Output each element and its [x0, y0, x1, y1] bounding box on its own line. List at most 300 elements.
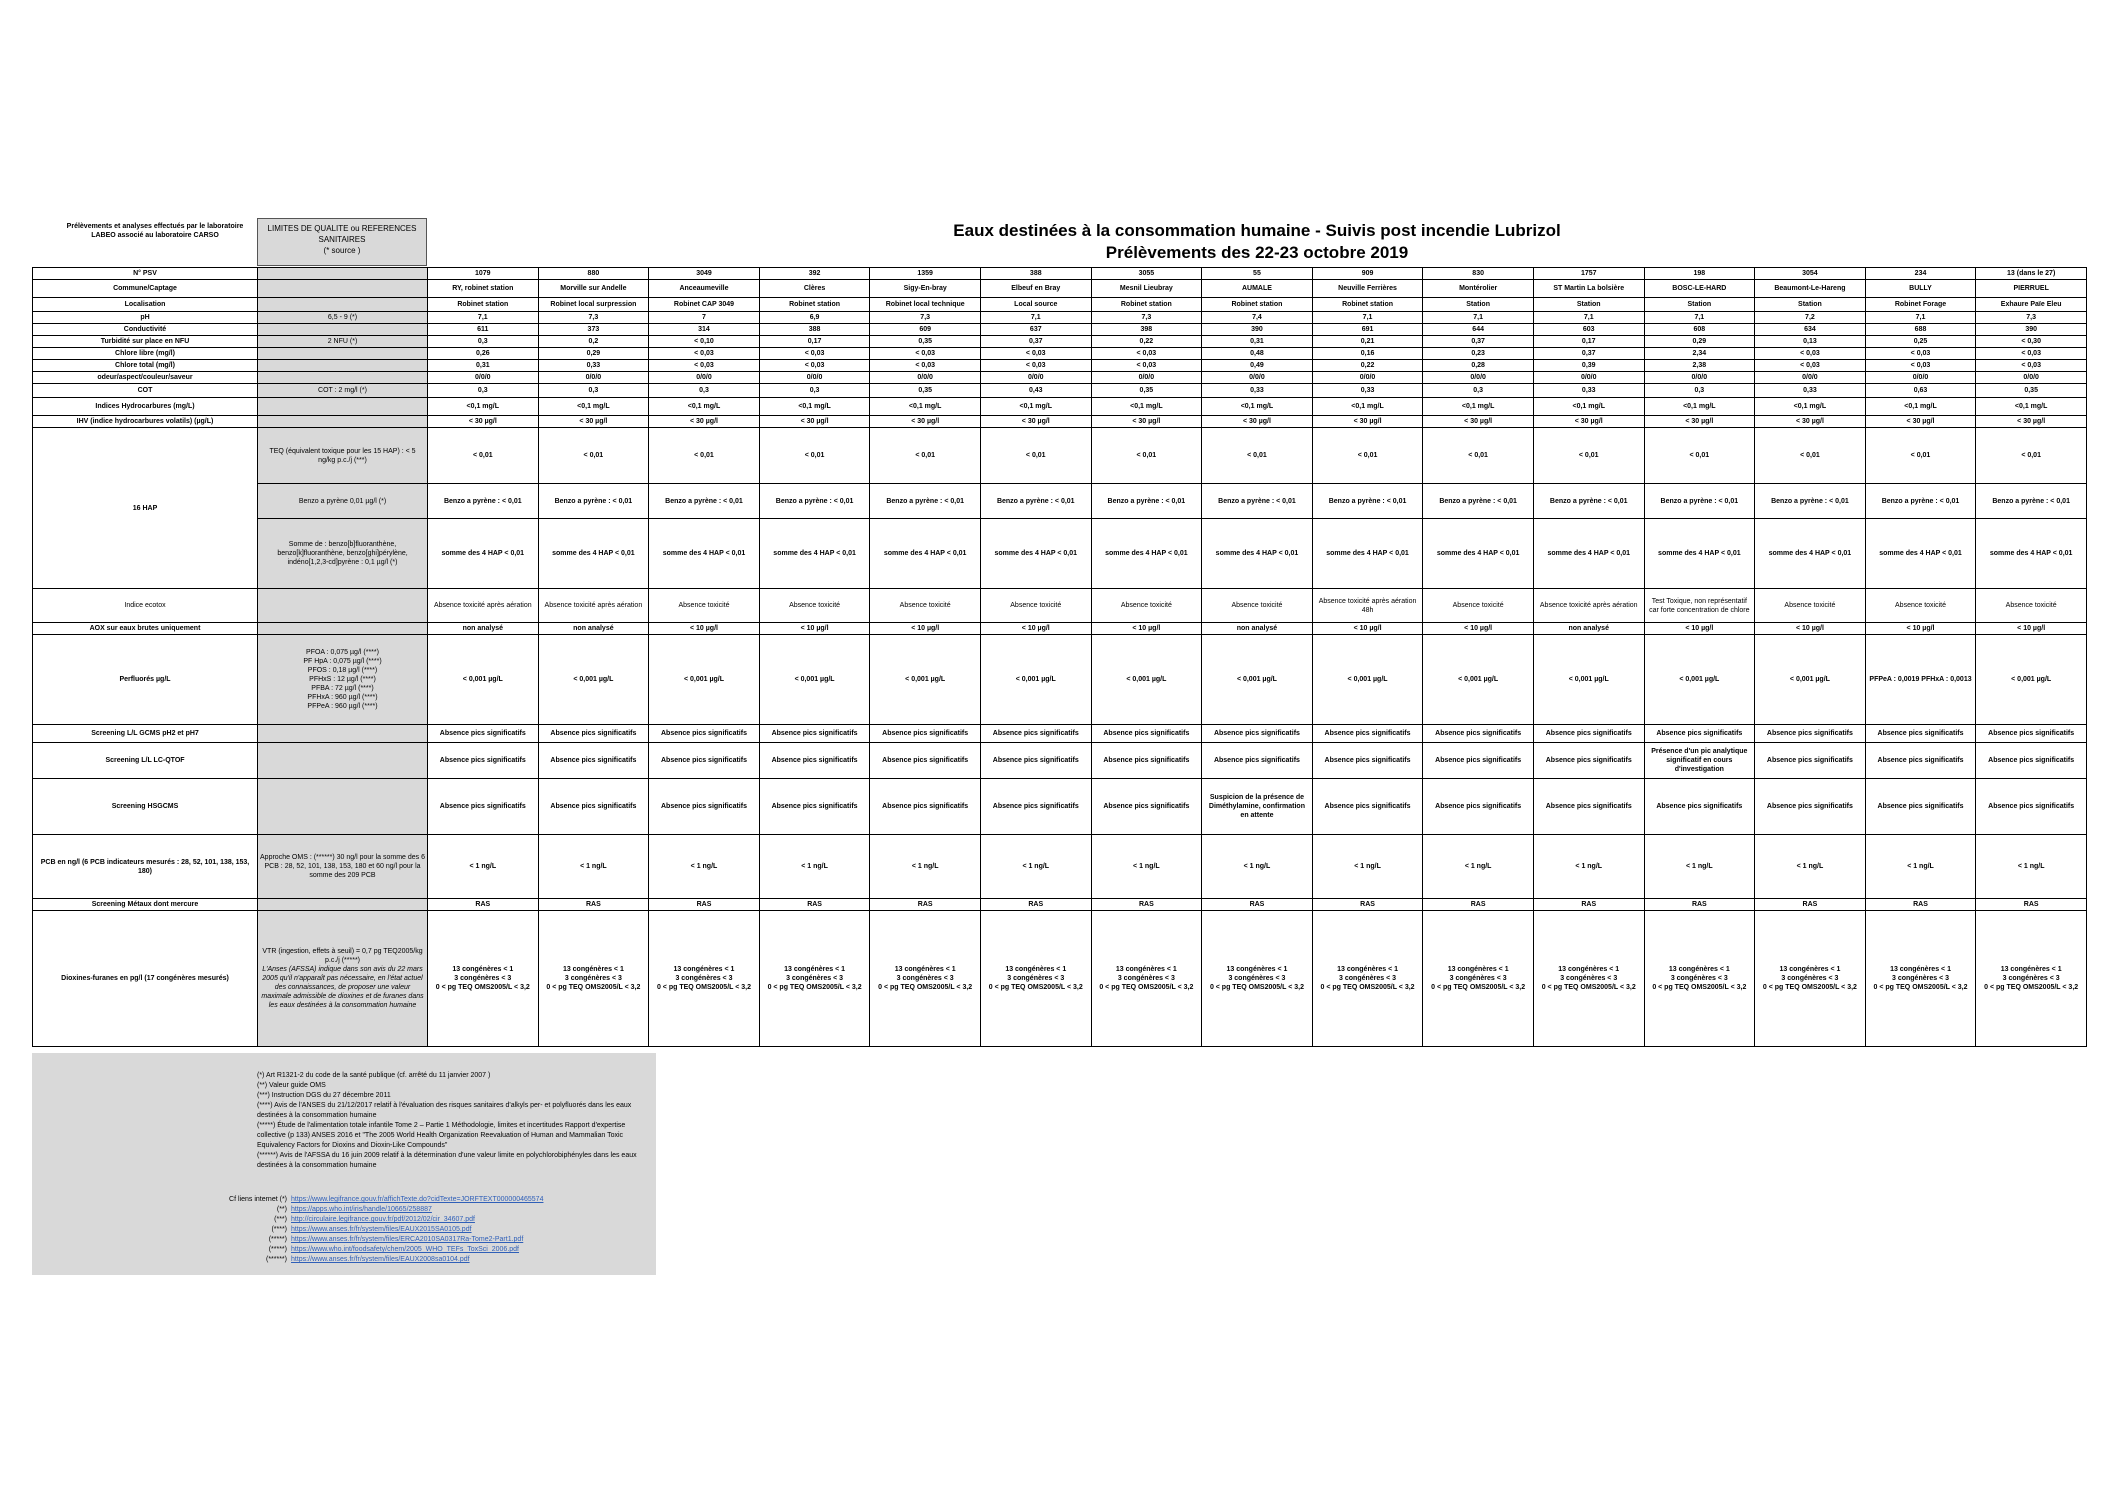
table-cell: 234	[1865, 268, 1976, 280]
value-line: 0 < pg TEQ OMS2005/L < 3,2	[1209, 984, 1304, 991]
value-line: 3 congénères < 3	[1670, 975, 1728, 982]
table-cell: 0,35	[1091, 384, 1202, 398]
table-row	[33, 428, 2087, 484]
metaux-limit	[258, 899, 428, 911]
table-cell: somme des 4 HAP < 0,01	[1091, 519, 1202, 589]
table-cell: <0,1 mg/L	[1423, 398, 1534, 416]
table-cell: <0,1 mg/L	[538, 398, 649, 416]
table-cell: 390	[1976, 324, 2087, 336]
table-cell: RAS	[759, 899, 870, 911]
table-cell: 691	[1312, 324, 1423, 336]
ecotox-limit	[258, 589, 428, 623]
table-cell: 0,28	[1423, 360, 1534, 372]
table-cell: 609	[870, 324, 981, 336]
table-cell: < 1 ng/L	[1312, 835, 1423, 899]
table-cell: 2,38	[1644, 360, 1755, 372]
value-line: 13 congénères < 1	[1558, 966, 1620, 973]
screening_gcms-label: Screening L/L GCMS pH2 et pH7	[33, 725, 258, 743]
value-line: 0 < pg TEQ OMS2005/L < 3,2	[1431, 984, 1526, 991]
table-cell: somme des 4 HAP < 0,01	[1533, 519, 1644, 589]
limit-line: PF HpA : 0,075 µg/l (****)	[303, 658, 382, 665]
value-line: 13 congénères < 1	[894, 966, 956, 973]
table-cell: <0,1 mg/L	[870, 398, 981, 416]
table-cell: < 0,001 µg/L	[980, 635, 1091, 725]
table-cell: <0,1 mg/L	[649, 398, 760, 416]
link-row	[132, 1225, 652, 1235]
link-key: (***)	[274, 1216, 287, 1223]
table-cell: 0,31	[1202, 336, 1313, 348]
table-cell: Absence toxicité après aération 48h	[1312, 589, 1423, 623]
table-cell: < 0,01	[759, 428, 870, 484]
table-cell: 830	[1423, 268, 1534, 280]
link-url[interactable]: https://www.who.int/foodsafety/chem/2005_WHO_TEFs_ToxSci_2006.pdf	[291, 1246, 520, 1253]
value-line: 13 congénères < 1	[1447, 966, 1509, 973]
table-cell: Benzo a pyrène : < 0,01	[1755, 484, 1866, 519]
table-cell: < 1 ng/L	[649, 835, 760, 899]
table-cell: <0,1 mg/L	[1755, 398, 1866, 416]
row-label: Chlore libre (mg/l)	[33, 348, 258, 360]
table-row	[33, 779, 2087, 835]
row-label: Turbidité sur place en NFU	[33, 336, 258, 348]
table-cell: Benzo a pyrène : < 0,01	[538, 484, 649, 519]
table-cell: < 30 µg/l	[1312, 416, 1423, 428]
table-cell: Robinet local technique	[870, 298, 981, 312]
table-cell: Absence pics significatifs	[1865, 743, 1976, 779]
table-cell: 0,3	[759, 384, 870, 398]
table-cell: Absence pics significatifs	[980, 725, 1091, 743]
table-cell: Absence pics significatifs	[1976, 743, 2087, 779]
table-cell: Exhaure Païe Eleu	[1976, 298, 2087, 312]
pcb-limit: Approche OMS : (******) 30 ng/l pour la somme des 6 PCB : 28, 52, 101, 138, 153, 180 et 60 ng/l pour la somme des 209 PCB	[258, 835, 428, 899]
table-cell: Absence toxicité	[980, 589, 1091, 623]
table-cell: < 1 ng/L	[870, 835, 981, 899]
value-line: 0 < pg TEQ OMS2005/L < 3,2	[1320, 984, 1415, 991]
table-cell: 0/0/0	[1976, 372, 2087, 384]
table-row	[33, 312, 2087, 324]
table-row	[33, 484, 2087, 519]
table-cell: RY, robinet station	[428, 280, 539, 298]
value-line: 3 congénères < 3	[2002, 975, 2060, 982]
table-cell: < 0,001 µg/L	[1312, 635, 1423, 725]
value-line: 13 congénères < 1	[1115, 966, 1177, 973]
limit-line: PFBA : 72 µg/l (****)	[311, 685, 374, 692]
table-cell: 637	[980, 324, 1091, 336]
table-cell: 0,33	[538, 360, 649, 372]
table-cell: < 0,03	[1755, 348, 1866, 360]
table-cell: Local source	[980, 298, 1091, 312]
table-cell: Robinet station	[1091, 298, 1202, 312]
value-line: 3 congénères < 3	[1007, 975, 1065, 982]
table-cell: somme des 4 HAP < 0,01	[1865, 519, 1976, 589]
table-cell: < 1 ng/L	[1976, 835, 2087, 899]
dioxines-label: Dioxines-furanes en pg/l (17 congénères mesurés)	[33, 911, 258, 1047]
table-cell: < 0,03	[870, 348, 981, 360]
value-line: 3 congénères < 3	[675, 975, 733, 982]
table-cell: < 1 ng/L	[1533, 835, 1644, 899]
table-cell: < 1 ng/L	[980, 835, 1091, 899]
table-row	[33, 416, 2087, 428]
value-line: 3 congénères < 3	[454, 975, 512, 982]
table-cell: 0,3	[428, 336, 539, 348]
footnote: (**) Valeur guide OMS	[257, 1082, 326, 1089]
table-cell: 3054	[1755, 268, 1866, 280]
table-cell: 0,35	[1976, 384, 2087, 398]
table-cell	[1533, 911, 1644, 1047]
results-table	[32, 267, 2087, 1047]
value-line: 3 congénères < 3	[1228, 975, 1286, 982]
table-cell: < 0,001 µg/L	[1755, 635, 1866, 725]
footnote: (*) Art R1321-2 du code de la santé publique (cf. arrêté du 11 janvier 2007 )	[257, 1072, 491, 1079]
table-cell: Absence pics significatifs	[1091, 743, 1202, 779]
table-cell: < 30 µg/l	[1423, 416, 1534, 428]
value-line: 0 < pg TEQ OMS2005/L < 3,2	[1762, 984, 1857, 991]
ecotox-label: Indice ecotox	[33, 589, 258, 623]
value-line: 13 congénères < 1	[2000, 966, 2062, 973]
value-line: 3 congénères < 3	[1117, 975, 1175, 982]
table-cell: < 0,01	[1533, 428, 1644, 484]
table-row	[33, 360, 2087, 372]
table-cell: < 0,03	[759, 348, 870, 360]
table-cell: < 0,03	[1091, 348, 1202, 360]
table-cell	[1423, 911, 1534, 1047]
limits-source: (* source )	[323, 246, 361, 255]
limit-line: PFOA : 0,075 µg/l (****)	[306, 649, 379, 656]
table-cell: < 0,03	[980, 360, 1091, 372]
table-cell: 688	[1865, 324, 1976, 336]
table-cell: Absence toxicité après aération	[538, 589, 649, 623]
table-cell: Absence toxicité	[870, 589, 981, 623]
table-cell: < 30 µg/l	[1865, 416, 1976, 428]
table-cell: Robinet local surpression	[538, 298, 649, 312]
table-cell	[1976, 911, 2087, 1047]
row-limit: 6,5 - 9 (*)	[258, 312, 428, 324]
table-cell: < 30 µg/l	[1755, 416, 1866, 428]
table-cell: 0,33	[1755, 384, 1866, 398]
table-cell: Absence pics significatifs	[649, 725, 760, 743]
table-cell: Morville sur Andelle	[538, 280, 649, 298]
table-cell: 13 (dans le 27)	[1976, 268, 2087, 280]
table-cell: 880	[538, 268, 649, 280]
table-cell: <0,1 mg/L	[1091, 398, 1202, 416]
footnote: (*****) Étude de l'alimentation totale infantile Tome 2 – Partie 1 Méthodologie, limites et incertitudes Rapport d'expertise collective (p 133) ANSES 2016 et "The 2005 World Health Organization Reevaluation of Human and Mammalian Toxic Equivalency Factors for Dioxins and Dioxin-Like Compounds"	[257, 1122, 626, 1149]
table-cell: Station	[1423, 298, 1534, 312]
table-cell: somme des 4 HAP < 0,01	[1202, 519, 1313, 589]
value-line: 3 congénères < 3	[1892, 975, 1950, 982]
table-cell: 0/0/0	[1755, 372, 1866, 384]
value-line: 13 congénères < 1	[1005, 966, 1067, 973]
table-cell: < 0,001 µg/L	[870, 635, 981, 725]
row-limit	[258, 268, 428, 280]
table-cell: 0,37	[1533, 348, 1644, 360]
table-row	[33, 899, 2087, 911]
table-cell: < 0,03	[980, 348, 1091, 360]
value-line: 3 congénères < 3	[1449, 975, 1507, 982]
value-line: 0 < pg TEQ OMS2005/L < 3,2	[1652, 984, 1747, 991]
table-cell: 0,33	[1202, 384, 1313, 398]
table-cell: < 1 ng/L	[538, 835, 649, 899]
screening_hs-label: Screening HSGCMS	[33, 779, 258, 835]
footnote: (******) Avis de l'AFSSA du 16 juin 2009 relatif à la détermination d'une valeur limite en polychlorobiphényles dans les eaux destinées à la consommation humaine	[257, 1152, 637, 1169]
footer-notes	[32, 1053, 656, 1275]
table-cell: < 1 ng/L	[1755, 835, 1866, 899]
table-cell: < 10 µg/l	[1644, 623, 1755, 635]
hap-limit: Somme de : benzo[b]fluoranthène, benzo[k]fluoranthène, benzo[ghi]pérylène, indéno[1,2,3-cd]pyrène : 0,1 µg/l (*)	[258, 519, 428, 589]
metaux-label: Screening Métaux dont mercure	[33, 899, 258, 911]
table-row	[33, 324, 2087, 336]
link-url[interactable]: https://www.anses.fr/fr/system/files/EAUX2015SA0105.pdf	[291, 1226, 472, 1233]
table-cell: < 0,03	[1976, 348, 2087, 360]
table-cell: 0/0/0	[1202, 372, 1313, 384]
table-cell: Absence pics significatifs	[980, 743, 1091, 779]
table-cell: < 0,001 µg/L	[428, 635, 539, 725]
link-url[interactable]: https://www.anses.fr/fr/system/files/EAUX2008sa0104.pdf	[291, 1256, 470, 1263]
table-cell: Absence pics significatifs	[538, 743, 649, 779]
table-cell: somme des 4 HAP < 0,01	[1755, 519, 1866, 589]
table-cell: 0,22	[1091, 336, 1202, 348]
table-cell: < 1 ng/L	[428, 835, 539, 899]
table-cell: Absence pics significatifs	[1533, 725, 1644, 743]
table-cell: 608	[1644, 324, 1755, 336]
table-cell: < 10 µg/l	[1865, 623, 1976, 635]
table-cell: < 30 µg/l	[1976, 416, 2087, 428]
table-cell: somme des 4 HAP < 0,01	[538, 519, 649, 589]
table-cell: 0,43	[980, 384, 1091, 398]
table-cell: < 30 µg/l	[538, 416, 649, 428]
table-cell: Absence pics significatifs	[428, 725, 539, 743]
value-line: 0 < pg TEQ OMS2005/L < 3,2	[1541, 984, 1636, 991]
table-cell: RAS	[1976, 899, 2087, 911]
table-cell: < 30 µg/l	[1533, 416, 1644, 428]
value-line: 3 congénères < 3	[564, 975, 622, 982]
table-cell: < 0,01	[1091, 428, 1202, 484]
link-key: (****)	[271, 1226, 287, 1233]
table-cell: Absence pics significatifs	[980, 779, 1091, 835]
table-cell	[1644, 911, 1755, 1047]
row-label: Localisation	[33, 298, 258, 312]
limits-title: LIMITES DE QUALITE ou REFERENCES SANITAIRES	[267, 224, 417, 244]
table-cell: Présence d'un pic analytique significatif en cours d'investigation	[1644, 743, 1755, 779]
table-cell: 7,3	[1091, 312, 1202, 324]
table-cell: Mesnil Lieubray	[1091, 280, 1202, 298]
table-cell: < 0,001 µg/L	[1091, 635, 1202, 725]
table-cell: non analysé	[538, 623, 649, 635]
table-cell: < 0,03	[759, 360, 870, 372]
table-cell	[980, 911, 1091, 1047]
table-cell: ST Martin La bolsière	[1533, 280, 1644, 298]
row-label: pH	[33, 312, 258, 324]
table-cell: Suspicion de la présence de Diméthylamine, confirmation en attente	[1202, 779, 1313, 835]
pcb-label: PCB en ng/l (6 PCB indicateurs mesurés : 28, 52, 101, 138, 153, 180)	[33, 835, 258, 899]
table-cell: Station	[1755, 298, 1866, 312]
table-cell: RAS	[1312, 899, 1423, 911]
table-cell: somme des 4 HAP < 0,01	[1644, 519, 1755, 589]
table-cell: Absence pics significatifs	[1865, 725, 1976, 743]
table-row	[33, 268, 2087, 280]
table-cell: < 0,03	[1865, 348, 1976, 360]
table-cell: Station	[1644, 298, 1755, 312]
table-row	[33, 589, 2087, 623]
table-cell: somme des 4 HAP < 0,01	[1312, 519, 1423, 589]
table-cell: 0,25	[1865, 336, 1976, 348]
table-cell: Benzo a pyrène : < 0,01	[1312, 484, 1423, 519]
link-key: (*****)	[268, 1236, 287, 1243]
table-cell: Absence pics significatifs	[1312, 725, 1423, 743]
row-label: Commune/Captage	[33, 280, 258, 298]
table-cell: < 0,01	[538, 428, 649, 484]
table-cell	[538, 911, 649, 1047]
link-row	[132, 1195, 652, 1205]
table-cell: 7,2	[1755, 312, 1866, 324]
table-cell: < 0,10	[649, 336, 760, 348]
limit-line: PFHxA : 960 µg/l (****)	[307, 694, 378, 701]
table-cell: <0,1 mg/L	[1533, 398, 1644, 416]
footnote: (***) Instruction DGS du 27 décembre 2011	[257, 1092, 391, 1099]
value-line: 0 < pg TEQ OMS2005/L < 3,2	[878, 984, 973, 991]
table-cell: < 10 µg/l	[759, 623, 870, 635]
table-cell: 0,37	[1423, 336, 1534, 348]
link-url[interactable]: https://www.legifrance.gouv.fr/affichTexte.do?cidTexte=JORFTEXT000000465574	[291, 1196, 544, 1203]
value-line: 13 congénères < 1	[1337, 966, 1398, 973]
table-cell: RAS	[1865, 899, 1976, 911]
value-line: 13 congénères < 1	[1226, 966, 1288, 973]
table-cell: 0/0/0	[759, 372, 870, 384]
row-limit	[258, 372, 428, 384]
value-line: 0 < pg TEQ OMS2005/L < 3,2	[656, 984, 751, 991]
link-url[interactable]: https://apps.who.int/iris/handle/10665/258887	[291, 1206, 432, 1213]
table-cell: PIERRUEL	[1976, 280, 2087, 298]
row-limit	[258, 348, 428, 360]
table-cell: < 0,03	[1865, 360, 1976, 372]
table-cell: Absence pics significatifs	[1533, 743, 1644, 779]
table-cell: < 30 µg/l	[870, 416, 981, 428]
table-cell: Neuville Ferrières	[1312, 280, 1423, 298]
table-cell: 0/0/0	[1091, 372, 1202, 384]
table-cell: somme des 4 HAP < 0,01	[980, 519, 1091, 589]
table-cell: somme des 4 HAP < 0,01	[1976, 519, 2087, 589]
table-cell: 0,21	[1312, 336, 1423, 348]
table-cell: 0,17	[759, 336, 870, 348]
limit-line: VTR (ingestion, effets à seuil) = 0,7 pg TEQ2005/kg p.c./j (*****)	[262, 948, 423, 964]
table-cell: Robinet station	[1202, 298, 1313, 312]
title-line-2: Prélèvements des 22-23 octobre 2019	[1105, 243, 1409, 262]
table-cell: Benzo a pyrène : < 0,01	[1976, 484, 2087, 519]
table-cell: 0/0/0	[1312, 372, 1423, 384]
hap-limit: TEQ (équivalent toxique pour les 15 HAP) : < 5 ng/kg p.c./j (***)	[258, 428, 428, 484]
table-cell: 7	[649, 312, 760, 324]
table-cell: RAS	[1423, 899, 1534, 911]
row-limit	[258, 298, 428, 312]
table-cell: < 0,01	[980, 428, 1091, 484]
table-cell: 0/0/0	[980, 372, 1091, 384]
table-cell: RAS	[1202, 899, 1313, 911]
table-cell: RAS	[870, 899, 981, 911]
table-cell: <0,1 mg/L	[1312, 398, 1423, 416]
table-cell: Absence pics significatifs	[538, 725, 649, 743]
perfluores-limit	[258, 635, 428, 725]
table-cell: Absence pics significatifs	[870, 743, 981, 779]
table-cell: < 10 µg/l	[870, 623, 981, 635]
table-row	[33, 725, 2087, 743]
table-cell: Benzo a pyrène : < 0,01	[1091, 484, 1202, 519]
table-cell: < 30 µg/l	[1202, 416, 1313, 428]
link-row	[132, 1235, 652, 1245]
table-row	[33, 519, 2087, 589]
table-cell: Benzo a pyrène : < 0,01	[649, 484, 760, 519]
table-cell: Absence toxicité	[1423, 589, 1534, 623]
table-cell: < 0,03	[649, 348, 760, 360]
title-line-1: Eaux destinées à la consommation humaine - Suivis post incendie Lubrizol	[953, 221, 1561, 240]
table-cell: Benzo a pyrène : < 0,01	[1202, 484, 1313, 519]
table-cell: <0,1 mg/L	[1976, 398, 2087, 416]
table-cell: 7,1	[1533, 312, 1644, 324]
table-cell: Absence pics significatifs	[1091, 725, 1202, 743]
table-cell: 0,49	[1202, 360, 1313, 372]
table-cell: 390	[1202, 324, 1313, 336]
link-row	[132, 1215, 652, 1225]
table-cell: <0,1 mg/L	[1865, 398, 1976, 416]
table-cell: somme des 4 HAP < 0,01	[1423, 519, 1534, 589]
table-cell	[759, 911, 870, 1047]
table-cell: 0,23	[1423, 348, 1534, 360]
table-cell: Absence toxicité après aération	[428, 589, 539, 623]
table-cell: 7,4	[1202, 312, 1313, 324]
row-label: odeur/aspect/couleur/saveur	[33, 372, 258, 384]
table-cell: < 0,03	[649, 360, 760, 372]
table-cell: Absence toxicité	[1091, 589, 1202, 623]
value-line: 0 < pg TEQ OMS2005/L < 3,2	[767, 984, 862, 991]
screening_lc-label: Screening L/L LC-QTOF	[33, 743, 258, 779]
table-row	[33, 398, 2087, 416]
table-cell: < 0,01	[1755, 428, 1866, 484]
table-row	[33, 336, 2087, 348]
table-cell: 0/0/0	[1644, 372, 1755, 384]
table-cell: 0/0/0	[1865, 372, 1976, 384]
link-url[interactable]: http://circulaire.legifrance.gouv.fr/pdf/2012/02/cir_34607.pdf	[291, 1216, 475, 1223]
table-row	[33, 384, 2087, 398]
table-cell: < 0,01	[1644, 428, 1755, 484]
link-url[interactable]: https://www.anses.fr/fr/system/files/ERCA2010SA0317Ra-Tome2-Part1.pdf	[291, 1236, 524, 1243]
row-label: Conductivité	[33, 324, 258, 336]
table-cell: 7,3	[870, 312, 981, 324]
table-cell: Test Toxique, non représentatif car forte concentration de chlore	[1644, 589, 1755, 623]
table-cell: 7,3	[1976, 312, 2087, 324]
table-cell: RAS	[538, 899, 649, 911]
table-cell: < 0,01	[1865, 428, 1976, 484]
table-cell: < 0,001 µg/L	[1976, 635, 2087, 725]
table-cell: Sigy-En-bray	[870, 280, 981, 298]
table-cell	[870, 911, 981, 1047]
table-cell	[1312, 911, 1423, 1047]
table-cell: 611	[428, 324, 539, 336]
table-cell: Absence pics significatifs	[759, 779, 870, 835]
table-cell: 0/0/0	[428, 372, 539, 384]
table-cell: PFPeA : 0,0019 PFHxA : 0,0013	[1865, 635, 1976, 725]
table-cell: 392	[759, 268, 870, 280]
table-cell: Robinet CAP 3049	[649, 298, 760, 312]
table-cell: < 1 ng/L	[759, 835, 870, 899]
table-cell: Absence pics significatifs	[428, 743, 539, 779]
table-cell: < 0,01	[870, 428, 981, 484]
value-line: 13 congénères < 1	[452, 966, 514, 973]
table-cell: < 30 µg/l	[980, 416, 1091, 428]
screening_hs-limit	[258, 779, 428, 835]
value-line: 0 < pg TEQ OMS2005/L < 3,2	[1099, 984, 1194, 991]
link-key: (*****)	[268, 1246, 287, 1253]
table-cell: < 0,03	[870, 360, 981, 372]
value-line: 0 < pg TEQ OMS2005/L < 3,2	[1984, 984, 2079, 991]
table-cell: 388	[980, 268, 1091, 280]
table-cell: Station	[1533, 298, 1644, 312]
